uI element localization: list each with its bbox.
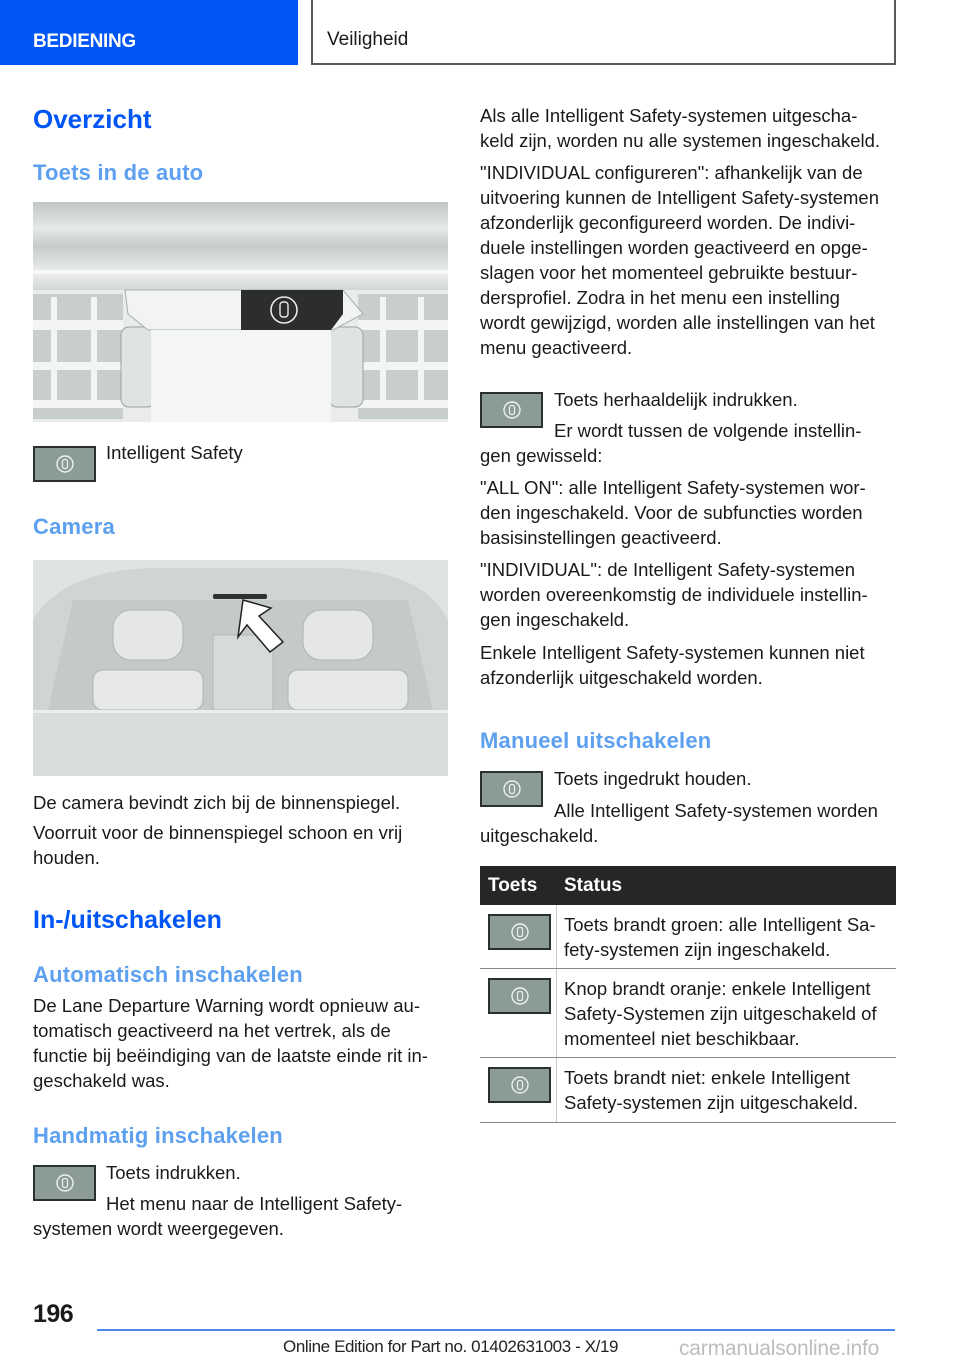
camera-location-illustration (33, 560, 448, 776)
intro-line-2: keld zijn, worden nu alle systemen ingeschakeld. (480, 130, 881, 151)
repeat-step: Toets herhaaldelijk indrukken. (554, 389, 798, 410)
individual-config-line-2: uitvoering kunnen de Intelligent Safety-systemen (480, 187, 880, 208)
manual-on-step: Toets indrukken. (106, 1162, 241, 1183)
chapter-tab (311, 0, 896, 65)
footer-divider (97, 1329, 895, 1331)
page-number: 196 (33, 1300, 74, 1328)
repeat-result-line-2: gen gewisseld: (480, 445, 603, 466)
auto-line-2: tomatisch geactiveerd na het vertrek, als de (33, 1020, 391, 1041)
camera-paragraph-2-line-1: Voorruit voor de binnenspiegel schoon en vrij (33, 822, 403, 843)
status-text: Toets brandt niet: enkele Intelligent Safety-systemen zijn uitgeschakeld. (564, 1067, 859, 1113)
intelligent-safety-key-icon (480, 771, 543, 807)
manual-on-result-line-2: systemen wordt weergegeven. (33, 1218, 284, 1239)
page-title: Overzicht (33, 104, 152, 134)
column-header-status: Status (564, 875, 623, 896)
edition-text: Online Edition for Part no. 01402631003 - X/19 (283, 1337, 619, 1356)
key-caption: Intelligent Safety (106, 442, 243, 463)
dashboard-button-illustration (33, 202, 448, 422)
status-text: Knop brandt oranje: enkele Intelligent Safety-Systemen zijn uitgeschakeld of momenteel niet beschikbaar. (564, 978, 877, 1049)
heading-camera: Camera (33, 514, 115, 539)
manual-off-result-line-1: Alle Intelligent Safety-systemen worden (554, 800, 878, 821)
some-systems-line-1: Enkele Intelligent Safety-systemen kunnen niet (480, 642, 865, 663)
individual-config-line-5: slagen voor het momenteel gebruikte bestuur- (480, 262, 858, 283)
table-row (480, 905, 896, 969)
individual-config-line-4: duele instellingen worden geactiveerd en opge- (480, 237, 868, 258)
individual-config-line-1: "INDIVIDUAL configureren": afhankelijk van de (480, 162, 863, 183)
heading-manual-on: Handmatig inschakelen (33, 1123, 283, 1148)
intelligent-safety-key-icon (33, 1165, 96, 1201)
intelligent-safety-key-icon (488, 978, 551, 1014)
status-text: Toets brandt groen: alle Intelligent Sa- fety-systemen zijn ingeschakeld. (564, 914, 876, 960)
intelligent-safety-key-icon (488, 914, 551, 950)
all-on-line-2: den ingeschakeld. Voor de subfuncties worden (480, 502, 863, 523)
section-tab (0, 0, 298, 65)
intelligent-safety-key-icon (488, 1067, 551, 1103)
manual-off-result-line-2: uitgeschakeld. (480, 825, 599, 846)
camera-paragraph-1: De camera bevindt zich bij de binnenspiegel. (33, 792, 401, 813)
individual-config-line-3: afzonderlijk geconfigureerd worden. De indivi- (480, 212, 856, 233)
heading-auto-on: Automatisch inschakelen (33, 962, 303, 987)
heading-switch-on-off: In-/uitschakelen (33, 906, 222, 934)
individual-config-line-7: wordt gewijzigd, worden alle instellingen van het (480, 312, 875, 333)
all-on-line-3: basisinstellingen geactiveerd. (480, 527, 722, 548)
auto-line-1: De Lane Departure Warning wordt opnieuw au- (33, 995, 421, 1016)
auto-line-3: functie bij beëindiging van de laatste einde rit in- (33, 1045, 428, 1066)
intelligent-safety-key-icon (480, 392, 543, 428)
auto-line-4: geschakeld was. (33, 1070, 170, 1091)
individual-line-3: gen ingeschakeld. (480, 609, 630, 630)
section-label: BEDIENING (33, 31, 136, 52)
manual-on-result-line-1: Het menu naar de Intelligent Safety- (106, 1193, 403, 1214)
column-header-key: Toets (488, 875, 538, 896)
table-row (480, 1058, 896, 1123)
camera-paragraph-2-line-2: houden. (33, 847, 100, 868)
individual-line-1: "INDIVIDUAL": de Intelligent Safety-systemen (480, 559, 856, 580)
individual-line-2: worden overeenkomstig de individuele instellin- (480, 584, 868, 605)
intelligent-safety-key-icon (33, 446, 96, 482)
table-header (480, 866, 896, 905)
individual-config-line-6: dersprofiel. Zodra in het menu een instelling (480, 287, 840, 308)
manual-off-step: Toets ingedrukt houden. (554, 768, 752, 789)
chapter-label: Veiligheid (327, 29, 409, 50)
watermark: carmanualsonline.info (679, 1337, 880, 1360)
individual-config-line-8: menu geactiveerd. (480, 337, 633, 358)
status-table (480, 866, 896, 1123)
table-row (480, 969, 896, 1058)
all-on-line-1: "ALL ON": alle Intelligent Safety-systemen wor- (480, 477, 866, 498)
repeat-result-line-1: Er wordt tussen de volgende instellin- (554, 420, 862, 441)
some-systems-line-2: afzonderlijk uitgeschakeld worden. (480, 667, 763, 688)
heading-manual-off: Manueel uitschakelen (480, 728, 712, 753)
heading-key-in-car: Toets in de auto (33, 160, 204, 185)
intro-line-1: Als alle Intelligent Safety-systemen uitgescha- (480, 105, 858, 126)
